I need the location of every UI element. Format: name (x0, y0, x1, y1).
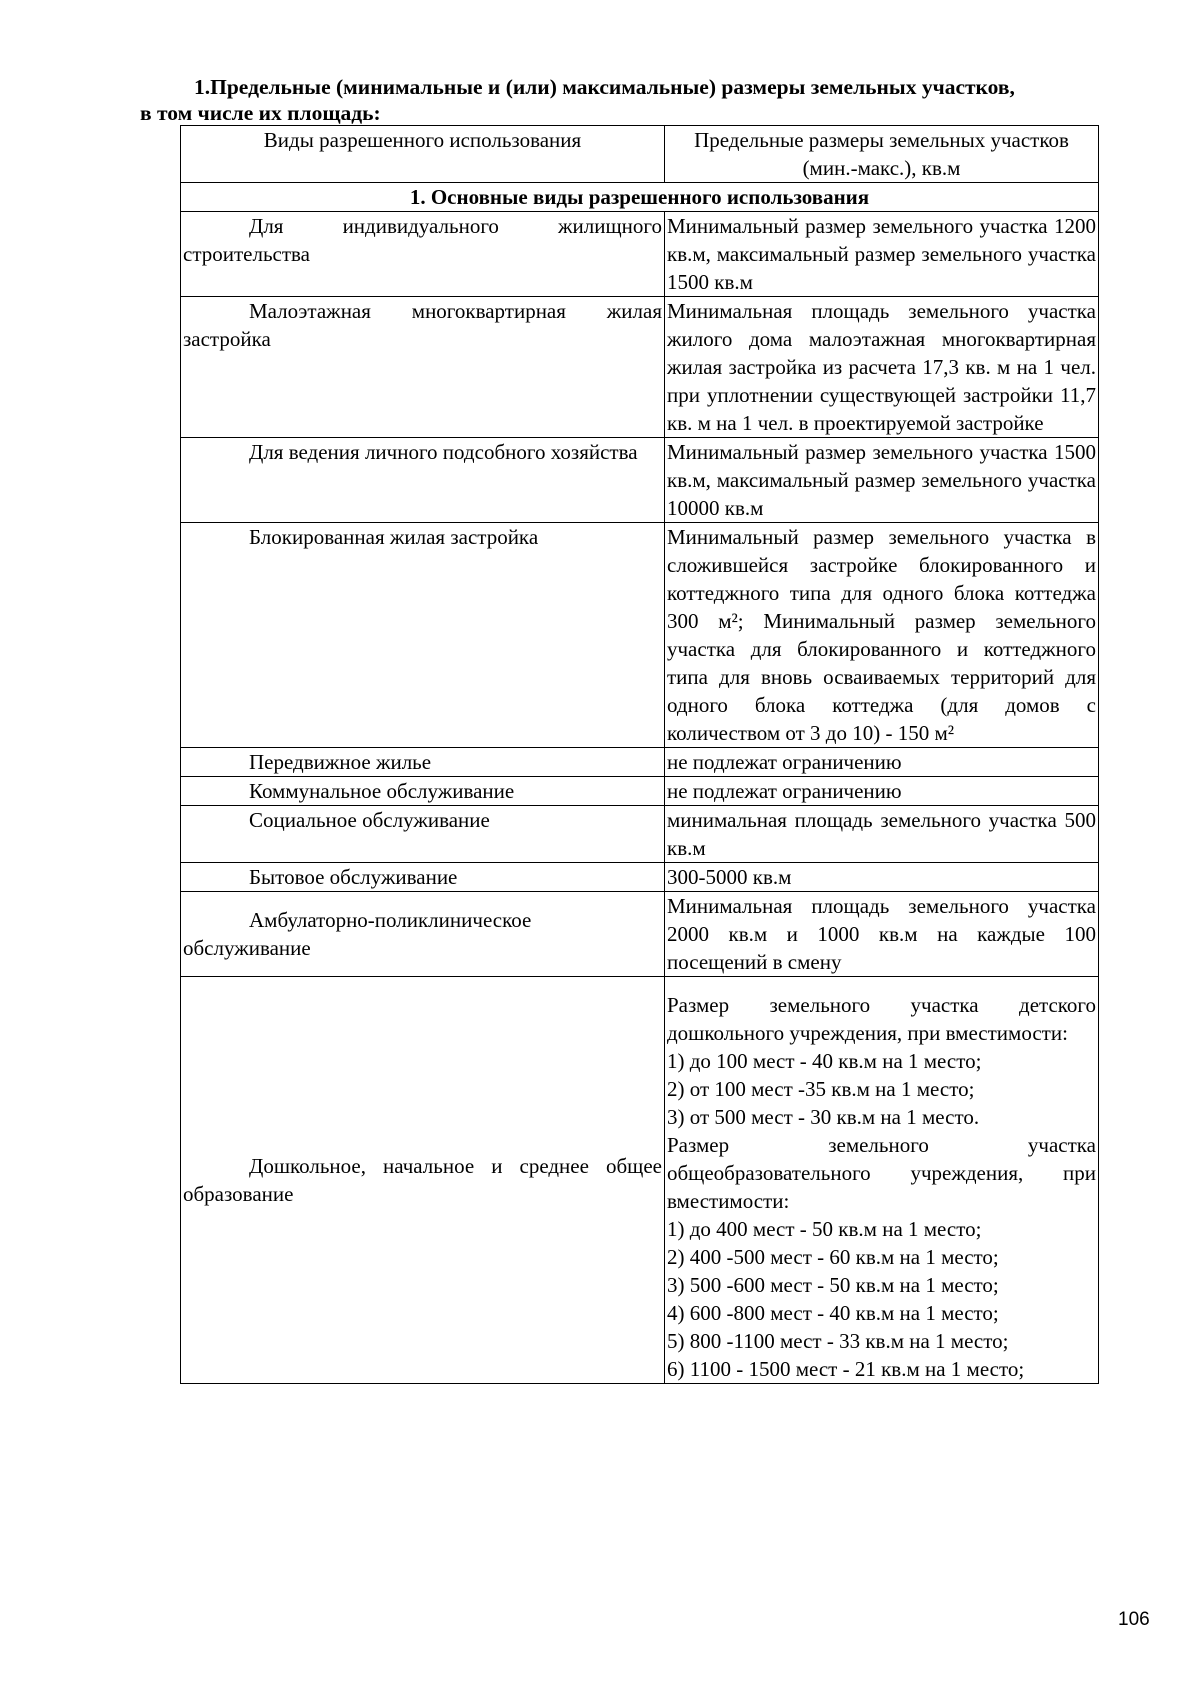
usage-kind-cell: Малоэтажная многоквартирная жилая застройка (181, 297, 665, 438)
size-limit-cell: Минимальный размер земельного участка 1500 кв.м, максимальный размер земельного участка 10000 кв.м (665, 438, 1099, 523)
land-plot-size-table (180, 125, 1099, 1384)
page-number: 106 (1118, 1609, 1150, 1630)
table-row (181, 777, 1099, 806)
size-limit-cell: Минимальная площадь земельного участка жилого дома малоэтажная многоквартирная жилая застройка из расчета 17,3 кв. м на 1 чел. при уплотнении существующей застройки 11,7 кв. м на 1 чел. в проектируемой застройке (665, 297, 1099, 438)
size-limit-cell: Минимальный размер земельного участка 1200 кв.м, максимальный размер земельного участка 1500 кв.м (665, 212, 1099, 297)
value-line: Размер земельного участка детского дошкольного учреждения, при вместимости: (667, 993, 1096, 1045)
usage-kind-cell: Передвижное жилье (181, 748, 665, 777)
table-row (181, 892, 1099, 977)
usage-kind-cell: Бытовое обслуживание (181, 863, 665, 892)
table-row (181, 523, 1099, 748)
value-line: 2) 400 -500 мест - 60 кв.м на 1 место; (667, 1245, 999, 1269)
size-limit-cell: не подлежат ограничению (665, 777, 1099, 806)
table-row (181, 212, 1099, 297)
usage-kind-cell: Дошкольное, начальное и среднее общее образование (181, 977, 665, 1384)
table-row (181, 863, 1099, 892)
table-row (181, 297, 1099, 438)
value-line: 4) 600 -800 мест - 40 кв.м на 1 место; (667, 1301, 999, 1325)
usage-kind-cell: Для индивидуального жилищного строительства (181, 212, 665, 297)
heading-line-2: в том числе их площадь: (140, 101, 381, 125)
value-line: 2) от 100 мест -35 кв.м на 1 место; (667, 1077, 975, 1101)
value-line: 5) 800 -1100 мест - 33 кв.м на 1 место; (667, 1329, 1009, 1353)
section-title: 1. Основные виды разрешенного использования (181, 183, 1099, 212)
table-header-row (181, 126, 1099, 183)
size-limit-cell: минимальная площадь земельного участка 500 кв.м (665, 806, 1099, 863)
size-limit-cell: Минимальная площадь земельного участка 2000 кв.м и 1000 кв.м на каждые 100 посещений в смену (665, 892, 1099, 977)
usage-kind-cell: Амбулаторно-поликлиническое обслуживание (181, 892, 665, 977)
usage-kind-cell: Для ведения личного подсобного хозяйства (181, 438, 665, 523)
value-line: 3) 500 -600 мест - 50 кв.м на 1 место; (667, 1273, 999, 1297)
header-usage-kind: Виды разрешенного использования (181, 126, 665, 183)
usage-kind-cell: Социальное обслуживание (181, 806, 665, 863)
section-heading (140, 74, 1130, 126)
heading-line-1: 1.Предельные (минимальные и (или) максимальные) размеры земельных участков, (194, 75, 1015, 99)
table-row (181, 748, 1099, 777)
value-line: 3) от 500 мест - 30 кв.м на 1 место. (667, 1105, 980, 1129)
header-size-limits: Предельные размеры земельных участков (мин.-макс.), кв.м (665, 126, 1099, 183)
size-limit-cell: не подлежат ограничению (665, 748, 1099, 777)
size-limit-cell (665, 977, 1099, 1384)
value-line: Размер земельного участка общеобразовательного учреждения, при вместимости: (667, 1133, 1096, 1213)
value-line: 1) до 100 мест - 40 кв.м на 1 место; (667, 1049, 982, 1073)
size-limit-cell: Минимальный размер земельного участка в сложившейся застройке блокированного и коттеджного типа для одного блока коттеджа 300 м²; Минимальный размер земельного участка для блокированного и коттеджного типа для вновь осваиваемых территорий для одного блока коттеджа (для домов с количеством от 3 до 10) - 150 м² (665, 523, 1099, 748)
value-line: 1) до 400 мест - 50 кв.м на 1 место; (667, 1217, 982, 1241)
table-section-row (181, 183, 1099, 212)
table-row (181, 806, 1099, 863)
value-line: 6) 1100 - 1500 мест - 21 кв.м на 1 место; (667, 1357, 1025, 1381)
table-row (181, 438, 1099, 523)
table-row (181, 977, 1099, 1384)
usage-kind-cell: Блокированная жилая застройка (181, 523, 665, 748)
usage-kind-cell: Коммунальное обслуживание (181, 777, 665, 806)
size-limit-cell: 300-5000 кв.м (665, 863, 1099, 892)
